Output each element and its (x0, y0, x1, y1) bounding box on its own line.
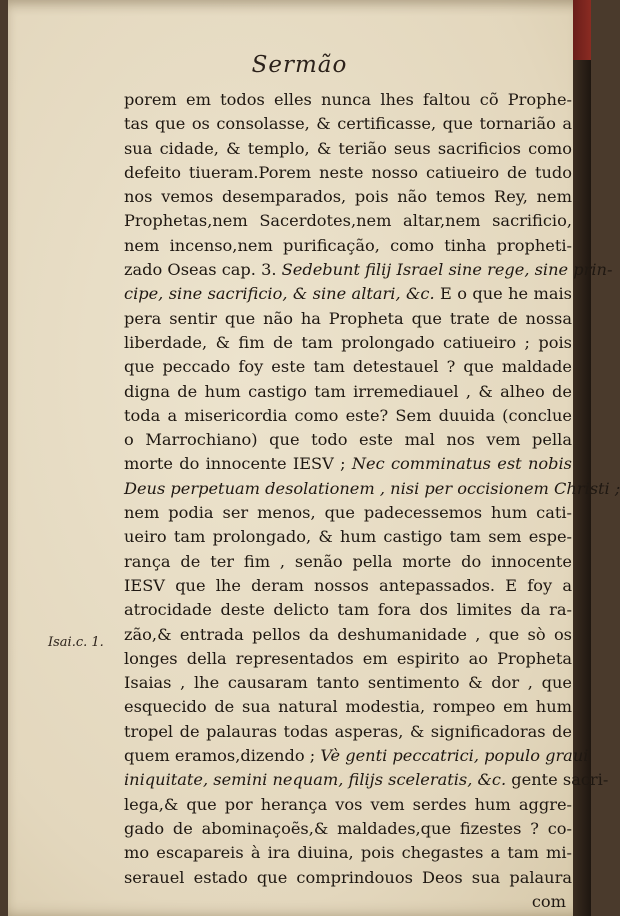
text-line (124, 209, 572, 233)
text-line (124, 137, 572, 161)
text-line (124, 671, 572, 695)
text-run: que peccado foy este tam detestauel ? que maldade (124, 357, 572, 377)
text-run: morte do innocente IESV ; (124, 454, 352, 474)
text-run: nem podia ser menos, que padecessemos hum cati- (124, 503, 572, 523)
text-line (124, 623, 572, 647)
running-head: Sermão (251, 52, 348, 78)
text-run: digna de hum castigo tam irremediauel , & alheo de (124, 381, 572, 401)
text-line (124, 501, 572, 525)
text-run: gado de abominaçoẽs,& maldades,que fizestes ? co- (124, 818, 572, 838)
book-page (8, 0, 620, 916)
text-line (124, 793, 572, 817)
body-text (124, 88, 620, 914)
text-line (124, 88, 572, 112)
text-line (124, 185, 572, 209)
text-run: porem em todos elles nunca lhes faltou cõ Prophe- (124, 90, 572, 109)
text-line (124, 331, 572, 355)
text-line (124, 841, 572, 865)
text-run: liberdade, & fim de tam prolongado catiueiro ; pois (124, 332, 572, 352)
text-line (124, 744, 589, 768)
latin-quotation: Sedebunt filij Israel sine rege, sine prin- (281, 260, 613, 280)
text-line (124, 866, 572, 890)
text-run: serauel estado que comprindouos Deos sua palaura (124, 867, 572, 887)
text-run: pera sentir que não ha Propheta que trate de nossa (124, 308, 572, 328)
text-run: lega,& que por herança vos vem serdes hum aggre- (124, 794, 572, 814)
text-run: tropel de palauras todas asperas, & significadoras de (124, 721, 572, 741)
text-line (124, 647, 572, 671)
text-line (124, 112, 572, 136)
text-line (124, 574, 572, 598)
text-line (124, 258, 613, 282)
text-line (124, 307, 572, 331)
text-run: Isaias , lhe causaram tanto sentimento & dor , que (124, 673, 572, 693)
text-line (124, 695, 572, 719)
text-run: Prophetas,nem Sacerdotes,nem altar,nem sacrificio, (124, 211, 572, 231)
text-run: gente sacri- (506, 770, 609, 790)
latin-quotation: iniquitate, semini nequam, filijs sceleratis, &c. (124, 770, 507, 790)
latin-quotation: Nec comminatus est nobis (351, 454, 572, 474)
text-run: nos vemos desemparados, pois não temos Rey, nem (124, 187, 572, 207)
text-run: tas que os consolasse, & certificasse, que tornarião a (124, 114, 572, 134)
text-line (124, 161, 572, 185)
text-run: ueiro tam prolongado, & hum castigo tam sem espe- (124, 527, 572, 547)
text-line (124, 452, 572, 476)
text-run: o Marrochiano) que todo este mal nos vem pella (124, 430, 572, 450)
text-run: toda a misericordia como este? Sem duuida (conclue (124, 405, 572, 425)
text-run: esquecido de sua natural modestia, rompeo em hum (124, 697, 572, 717)
text-line (124, 380, 572, 404)
text-line (124, 428, 572, 452)
text-run: defeito tiueram.Porem neste nosso catiueiro de tudo (124, 162, 572, 182)
text-line (124, 355, 572, 379)
text-run: quem eramos,dizendo ; (124, 746, 321, 766)
text-run: atrocidade deste delicto tam fora dos limites da ra- (124, 600, 572, 620)
text-line (124, 720, 572, 744)
text-line (124, 477, 620, 501)
binding-ribbon (573, 0, 591, 60)
catchword: com (531, 891, 566, 911)
margin-note: Isai.c. 1. (48, 635, 104, 650)
text-line (124, 404, 572, 428)
text-run: mo escapareis à ira diuina, pois chegastes a tam mi- (124, 843, 572, 863)
text-run: zado Oseas cap. 3. (124, 260, 282, 280)
latin-quotation: cipe, sine sacrificio, & sine altari, &c. (124, 284, 435, 304)
text-line (124, 550, 572, 574)
text-run: E o que he mais (434, 284, 572, 304)
latin-quotation: Deus perpetuam desolationem , nisi per occisionem Christi ; (124, 478, 620, 498)
text-line (124, 768, 609, 792)
text-line (124, 598, 572, 622)
text-line (124, 817, 572, 841)
text-line (124, 282, 572, 306)
latin-quotation: Vè genti peccatrici, populo graui (320, 746, 589, 766)
text-run: sua cidade, & templo, & terião seus sacrificios como (124, 138, 572, 158)
text-line (124, 234, 572, 258)
text-run: zão,& entrada pellos da deshumanidade , que sò os (124, 624, 572, 644)
text-run: rança de ter fim , senão pella morte do innocente (124, 551, 572, 571)
text-run: longes della representados em espirito ao Propheta (124, 648, 572, 668)
text-run: IESV que lhe deram nossos antepassados. E foy a (124, 575, 572, 595)
text-line (124, 525, 572, 549)
text-run: nem incenso,nem purificação, como tinha propheti- (124, 235, 572, 255)
